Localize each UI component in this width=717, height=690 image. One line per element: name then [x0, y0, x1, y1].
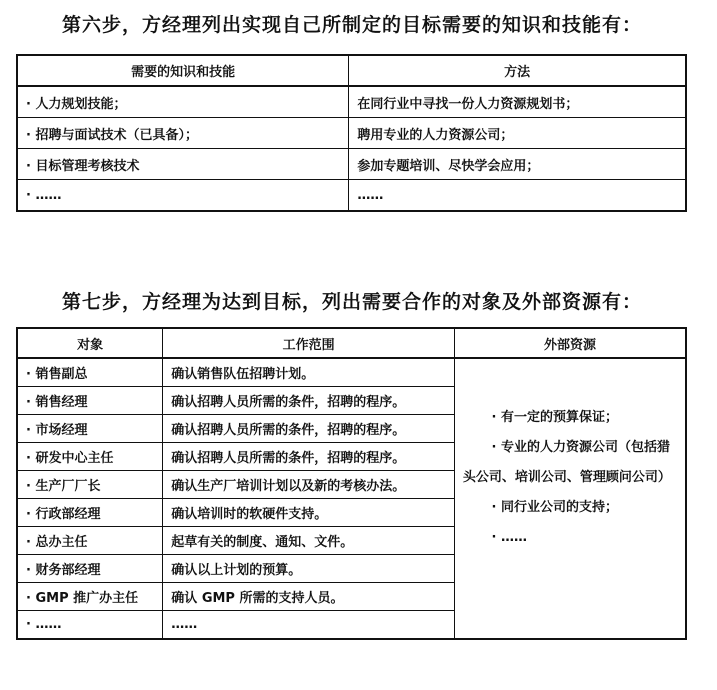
step6-heading: 第六步，方经理列出实现自己所制定的目标需要的知识和技能有： [62, 14, 643, 36]
skill-cell: · 人力规划技能； [17, 86, 349, 118]
scope-cell: 确认招聘人员所需的条件，招聘的程序。 [163, 387, 455, 415]
scope-cell: 确认招聘人员所需的条件，招聘的程序。 [163, 415, 455, 443]
scope-cell: …… [163, 611, 455, 640]
target-cell: · 财务部经理 [17, 555, 163, 583]
external-resource-item: · …… [491, 530, 527, 545]
table-header-row [17, 55, 686, 86]
scope-cell: 确认以上计划的预算。 [163, 555, 455, 583]
step6-skills-table [16, 54, 687, 212]
target-cell: · 研发中心主任 [17, 443, 163, 471]
external-resource-item: · 有一定的预算保证； [491, 410, 618, 425]
column-header-target: 对象 [17, 328, 163, 358]
target-cell: · 销售经理 [17, 387, 163, 415]
method-cell: …… [349, 180, 686, 212]
target-cell: · 总办主任 [17, 527, 163, 555]
scope-cell: 确认销售队伍招聘计划。 [163, 358, 455, 387]
step7-cooperation-table [16, 327, 687, 640]
table-row [17, 86, 686, 118]
method-cell: 参加专题培训、尽快学会应用； [349, 149, 686, 180]
external-resource-item: · 专业的人力资源公司（包括猎头公司、培训公司、管理顾问公司） [462, 440, 671, 485]
method-cell: 聘用专业的人力资源公司； [349, 118, 686, 149]
scope-cell: 确认招聘人员所需的条件，招聘的程序。 [163, 443, 455, 471]
column-header-external: 外部资源 [454, 328, 686, 358]
target-cell: · 生产厂厂长 [17, 471, 163, 499]
column-header-method: 方法 [349, 55, 686, 86]
target-cell: · 市场经理 [17, 415, 163, 443]
target-cell: · 销售副总 [17, 358, 163, 387]
table-row [17, 149, 686, 180]
target-cell: · GMP 推广办主任 [17, 583, 163, 611]
table-header-row [17, 328, 686, 358]
scope-cell: 确认 GMP 所需的支持人员。 [163, 583, 455, 611]
step7-heading: 第七步，方经理为达到目标，列出需要合作的对象及外部资源有： [62, 291, 643, 313]
column-header-scope: 工作范围 [163, 328, 455, 358]
scope-cell: 起草有关的制度、通知、文件。 [163, 527, 455, 555]
column-header-skills: 需要的知识和技能 [17, 55, 349, 86]
skill-cell: · …… [17, 180, 349, 212]
table-row [17, 118, 686, 149]
method-cell: 在同行业中寻找一份人力资源规划书； [349, 86, 686, 118]
table-row [17, 180, 686, 212]
table-row [17, 358, 686, 387]
skill-cell: · 招聘与面试技术（已具备）； [17, 118, 349, 149]
target-cell: · …… [17, 611, 163, 640]
scope-cell: 确认培训时的软硬件支持。 [163, 499, 455, 527]
external-resource-item: · 同行业公司的支持； [491, 500, 618, 515]
skill-cell: · 目标管理考核技术 [17, 149, 349, 180]
external-resources-cell [454, 358, 686, 639]
target-cell: · 行政部经理 [17, 499, 163, 527]
scope-cell: 确认生产厂培训计划以及新的考核办法。 [163, 471, 455, 499]
